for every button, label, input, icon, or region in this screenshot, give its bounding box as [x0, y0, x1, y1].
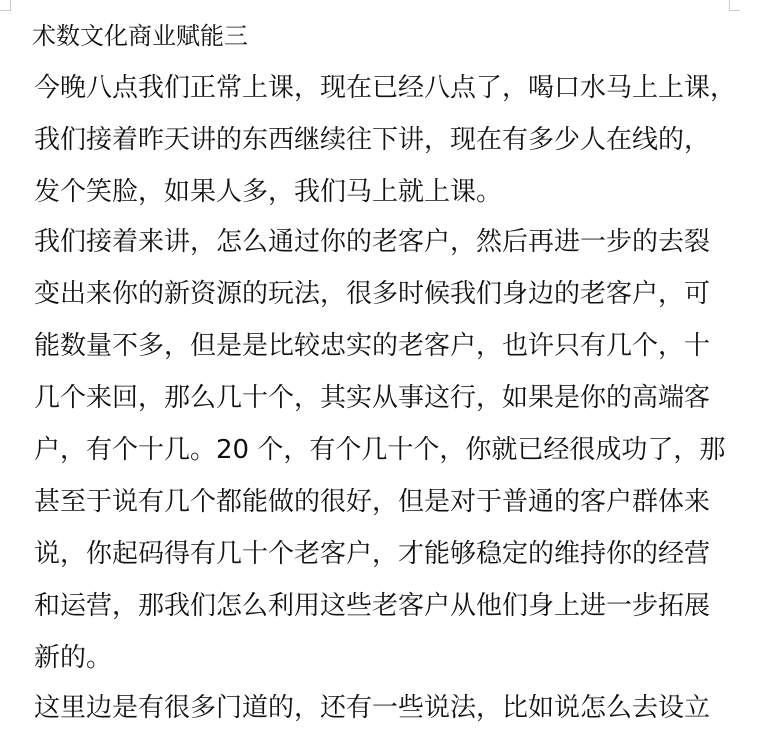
text-line-11: 和运营，那我们怎么利用这些老客户从他们身上进一步拓展: [34, 591, 711, 621]
text-line-2: 我们接着昨天讲的东西继续往下讲，现在有多少人在线的，: [34, 125, 711, 155]
crop-mark-top-left: [0, 0, 11, 11]
crop-mark-top-right: [729, 0, 740, 11]
text-line-3: 发个笑脸，如果人多，我们马上就上课。: [34, 177, 503, 207]
text-line-4: 我们接着来讲，怎么通过你的老客户，然后再进一步的去裂: [34, 227, 711, 257]
text-line-7: 几个来回，那么几十个，其实从事这行，如果是你的高端客: [34, 383, 711, 413]
text-line-9: 甚至于说有几个都能做的很好，但是对于普通的客户群体来: [34, 487, 711, 517]
text-line-6: 能数量不多，但是是比较忠实的老客户，也许只有几个，十: [34, 331, 711, 361]
text-line-13: 这里边是有很多门道的，还有一些说法，比如说怎么去设立: [34, 693, 711, 723]
text-line-10: 说，你起码得有几十个老客户，才能够稳定的维持你的经营: [34, 539, 711, 569]
text-line-12: 新的。: [34, 643, 113, 673]
text-line-5: 变出来你的新资源的玩法，很多时候我们身边的老客户，可: [34, 279, 711, 309]
document-title: 术数文化商业赋能三: [32, 22, 248, 50]
text-line-8: 户，有个十几。20 个，有个几十个，你就已经很成功了，那: [34, 435, 726, 465]
text-line-1: 今晚八点我们正常上课，现在已经八点了，喝口水马上上课，: [34, 73, 737, 103]
